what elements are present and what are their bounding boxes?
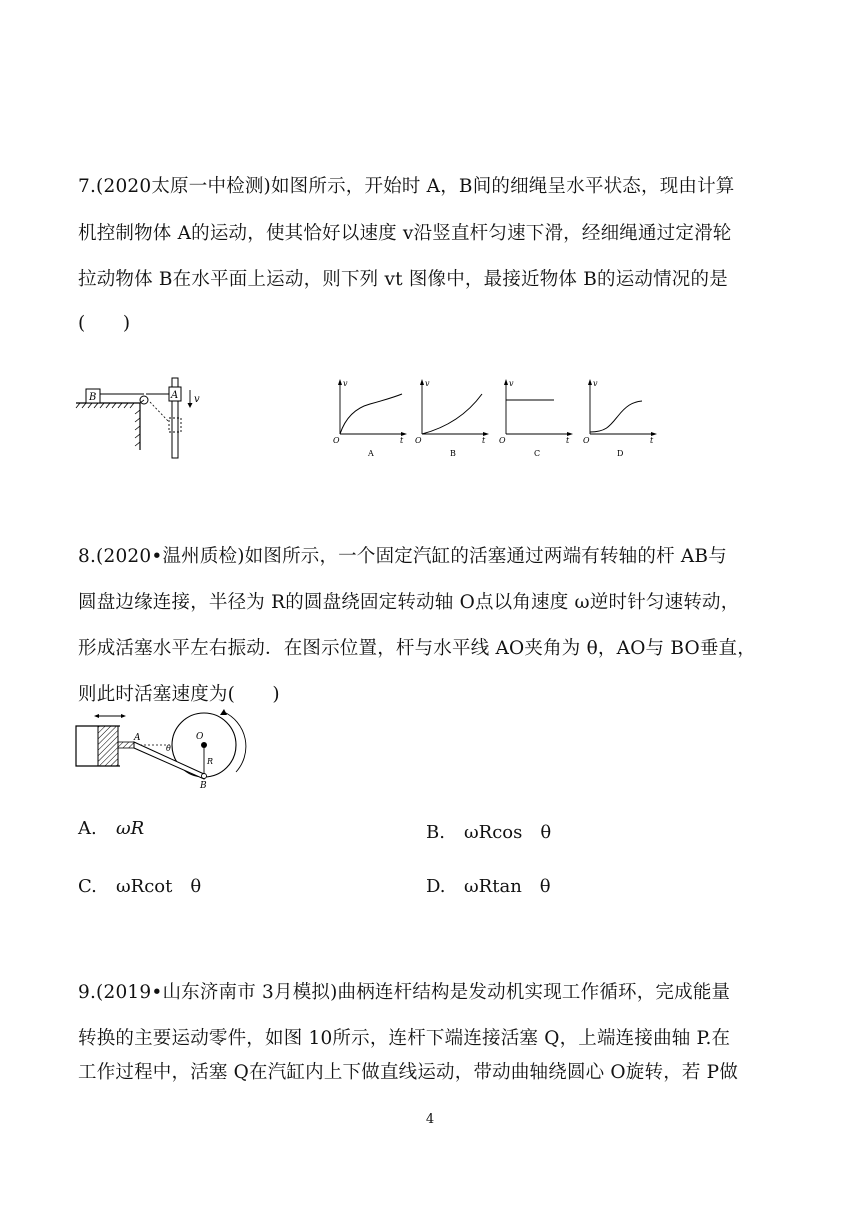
graph-a-label: A bbox=[368, 449, 374, 458]
angle-theta-label: θ bbox=[166, 744, 171, 753]
option-c-text: ωRcot θ bbox=[116, 876, 202, 897]
graph-b-origin: O bbox=[415, 436, 422, 445]
q8-line-1: 8.(2020•温州质检)如图所示，一个固定汽缸的活塞通过两端有转轴的杆 AB与 bbox=[78, 546, 727, 567]
block-b-label: B bbox=[89, 392, 97, 403]
q8-line-4: 则此时活塞速度为( ) bbox=[78, 684, 280, 705]
q9-line-2: 转换的主要运动零件，如图 10所示，连杆下端连接活塞 Q，上端连接曲轴 P.在 bbox=[78, 1028, 731, 1049]
q7-line-3: 拉动物体 B在水平面上运动，则下列 vt 图像中，最接近物体 B的运动情况的是 bbox=[78, 269, 728, 290]
option-a-letter: A. bbox=[78, 818, 97, 839]
option-c[interactable] bbox=[78, 872, 201, 898]
option-d[interactable] bbox=[426, 872, 551, 898]
q9-line-3: 工作过程中，活塞 Q在汽缸内上下做直线运动，带动曲轴绕圆心 O旋转，若 P做 bbox=[78, 1062, 739, 1083]
option-b[interactable] bbox=[426, 818, 551, 844]
option-d-text: ωRtan θ bbox=[464, 876, 551, 897]
q7-line-2: 机控制物体 A的运动，使其恰好以速度 v沿竖直杆匀速下滑，经细绳通过定滑轮 bbox=[78, 223, 732, 244]
graph-d-origin: O bbox=[583, 436, 590, 445]
option-b-text: ωRcos θ bbox=[464, 822, 552, 843]
graph-c bbox=[499, 379, 573, 458]
piston bbox=[98, 726, 118, 766]
q8-line-2: 圆盘边缘连接，半径为 R的圆盘绕固定转动轴 O点以角速度 ω逆时针匀速转动， bbox=[78, 592, 740, 613]
q7-line-4: ( ) bbox=[78, 313, 131, 334]
graph-a-t-label: t bbox=[400, 436, 404, 445]
q7-line-1: 7.(2020太原一中检测)如图所示，开始时 A，B间的细绳呈水平状态，现由计算 bbox=[78, 176, 735, 197]
graph-b-v-label: v bbox=[425, 379, 430, 388]
option-c-letter: C. bbox=[78, 876, 97, 897]
q7-figure-pulley-setup bbox=[74, 372, 224, 462]
graph-c-origin: O bbox=[499, 436, 506, 445]
graph-d bbox=[583, 379, 657, 458]
graph-c-v-label: v bbox=[509, 379, 514, 388]
point-a-label: A bbox=[134, 733, 141, 743]
option-d-letter: D. bbox=[426, 876, 446, 897]
page-number: 4 bbox=[425, 1112, 435, 1127]
radius-r-label: R bbox=[207, 757, 214, 766]
graph-a-origin: O bbox=[333, 436, 340, 445]
option-b-letter: B. bbox=[426, 822, 445, 843]
graph-d-t-label: t bbox=[650, 436, 654, 445]
block-a-label: A bbox=[171, 390, 179, 401]
graph-a bbox=[333, 379, 407, 458]
q8-line-3: 形成活塞水平左右振动．在图示位置，杆与水平线 AO夹角为 θ，AO与 BO垂直， bbox=[78, 638, 756, 659]
q9-line-1: 9.(2019•山东济南市 3月模拟)曲柄连杆结构是发动机实现工作循环，完成能量 bbox=[78, 982, 731, 1003]
graph-b bbox=[415, 379, 489, 458]
graph-d-label: D bbox=[617, 449, 624, 458]
option-a[interactable] bbox=[78, 818, 144, 839]
point-b-label: B bbox=[200, 781, 207, 791]
graph-c-label: C bbox=[534, 449, 541, 458]
graph-a-v-label: v bbox=[343, 379, 348, 388]
center-o-label: O bbox=[196, 732, 204, 742]
graph-c-t-label: t bbox=[566, 436, 570, 445]
q8-figure-crank bbox=[74, 706, 260, 796]
option-a-text: ωR bbox=[116, 818, 145, 839]
graph-d-v-label: v bbox=[593, 379, 598, 388]
graph-b-t-label: t bbox=[482, 436, 486, 445]
velocity-label: v bbox=[194, 394, 200, 405]
graph-b-label: B bbox=[450, 449, 456, 458]
q7-vt-graphs bbox=[330, 376, 670, 462]
